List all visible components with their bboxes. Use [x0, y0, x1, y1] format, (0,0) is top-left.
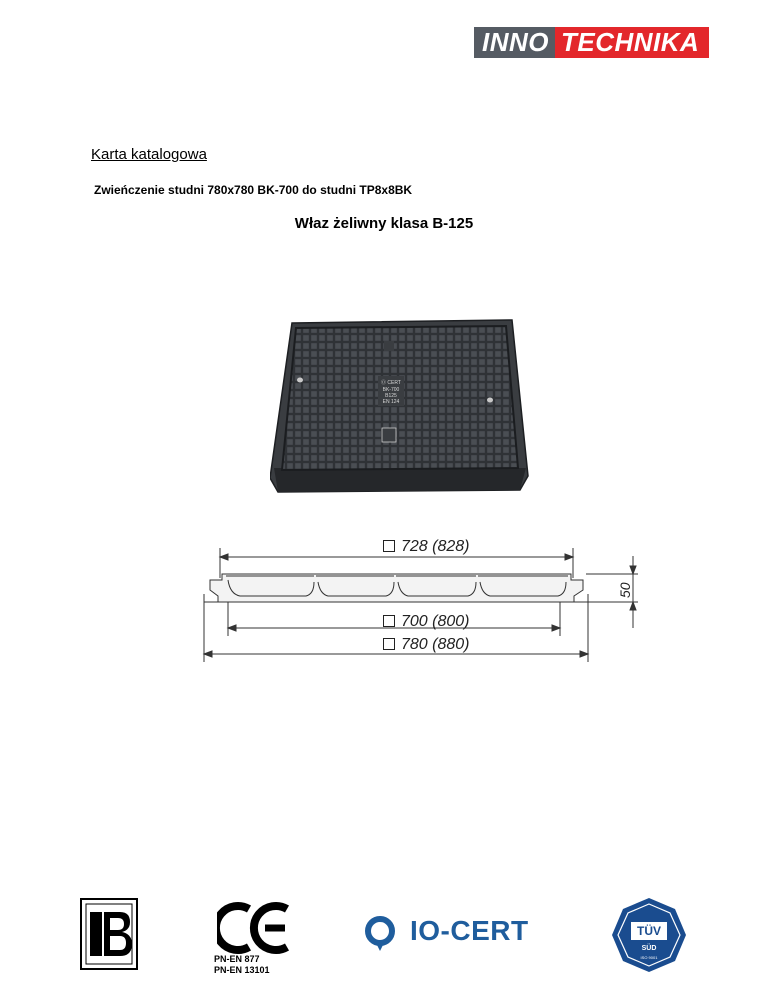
tuv-text: TÜV	[637, 924, 661, 938]
iocert-icon	[362, 915, 402, 955]
itb-logo	[80, 898, 138, 970]
cover-mark: BK-700	[382, 387, 400, 393]
brand-logo-inno: INNO	[474, 27, 555, 58]
lifting-hole	[297, 378, 303, 383]
lifting-hole	[487, 398, 493, 403]
tuv-sud-text: SÜD	[641, 945, 657, 952]
dimension-inner-value: 700 (800)	[401, 613, 470, 630]
ce-standards	[214, 954, 270, 976]
tuv-iso-text: ISO 9001	[640, 955, 658, 960]
square-symbol	[383, 540, 395, 552]
tuv-sud-logo	[610, 896, 688, 974]
ce-standard: PN-EN 13101	[214, 965, 270, 975]
manhole-cover-photo	[270, 318, 530, 493]
dimension-outer-value: 780 (880)	[401, 636, 470, 653]
brand-logo-technika: TECHNIKA	[555, 27, 709, 58]
document-type: Karta katalogowa	[91, 146, 207, 163]
ce-mark	[217, 901, 293, 955]
dimension-depth: 50	[617, 582, 633, 598]
cover-mark: B125	[385, 393, 397, 399]
cover-mark: Ⓞ CERT	[381, 380, 401, 386]
dimension-top	[383, 538, 470, 556]
square-symbol	[383, 615, 395, 627]
iocert-label: IO-CERT	[410, 915, 529, 946]
ce-standard: PN-EN 877	[214, 954, 260, 964]
square-symbol	[383, 638, 395, 650]
dimension-outer	[383, 636, 470, 654]
dimension-top-value: 728 (828)	[401, 538, 470, 555]
document-subtitle: Zwieńczenie studni 780x780 BK-700 do studni TP8x8BK	[94, 183, 413, 197]
document-title: Właz żeliwny klasa B-125	[294, 215, 474, 232]
dimension-inner	[383, 613, 470, 631]
brand-logo	[474, 27, 709, 58]
cover-mark: EN 124	[382, 399, 400, 405]
